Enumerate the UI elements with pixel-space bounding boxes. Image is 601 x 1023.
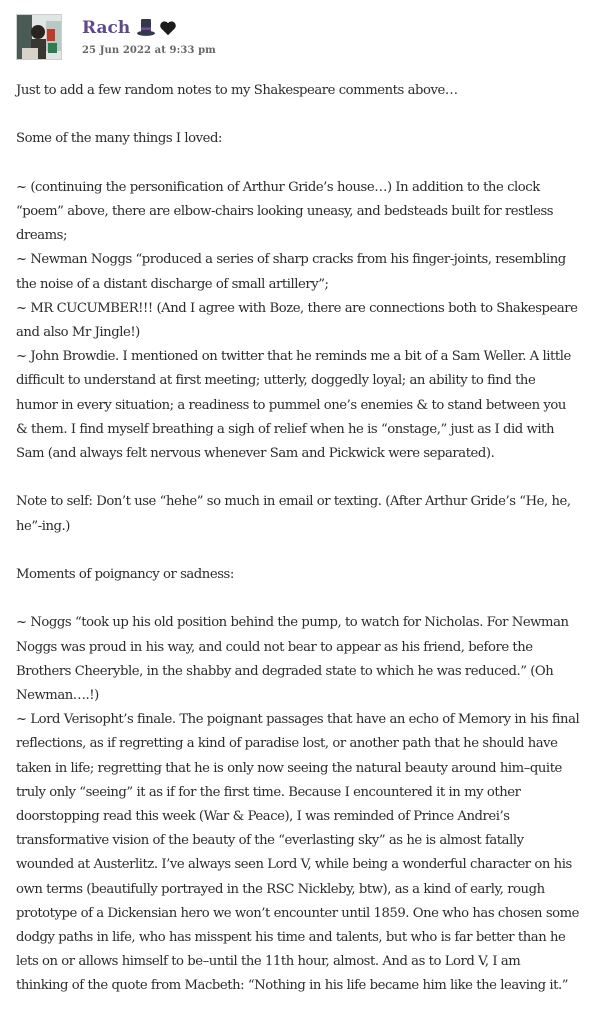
comment-text-line: Moments of poignancy or sadness: [16, 567, 234, 582]
comment-text-line: ~ Newman Noggs “produced a series of sharp cracks from his finger-joints, resembling [16, 252, 566, 268]
comment-author [82, 16, 216, 40]
comment-text-line: Some of the many things I loved: [16, 131, 222, 147]
comment-text-line: ~ (continuing the personification of Arthur Gride’s house…) In addition to the clock [16, 179, 540, 195]
comment-text-line: ~ Lord Verisopht’s finale. The poignant passages that have an echo of Memory in his final [16, 712, 580, 728]
comment-text-line: dreams; [16, 228, 67, 244]
comment-text-line: & them. I find myself breathing a sigh of relief when he is “onstage,” just as I did with [16, 421, 555, 437]
comment-text-line: taken in life; regretting that he is only now seeing the natural beauty around him–quite [16, 760, 562, 776]
comment-paragraph [16, 79, 589, 103]
comment-text-line: Just to add a few random notes to my Shakespeare comments above… [16, 83, 458, 98]
black-heart-icon [159, 19, 177, 37]
comment-paragraph [16, 127, 589, 151]
comment-text-line: lets on or allows himself to be–until the 11th hour, almost. And as to Lord V, I am [16, 954, 521, 970]
comment-text-line: wounded at Austerlitz. I’ve always seen Lord V, while being a wonderful character on his [16, 857, 572, 873]
avatar[interactable] [16, 14, 62, 60]
comment-text-line: Newman….!) [16, 688, 99, 703]
comment-text-line: “poem” above, there are elbow-chairs looking uneasy, and bedsteads built for restless [16, 203, 554, 219]
comment-text-line: ~ MR CUCUMBER!!! (And I agree with Boze, there are connections both to Shakespeare [16, 300, 578, 316]
comment-text-line: transformative vision of the beauty of the “everlasting sky” as he is almost fatally [16, 833, 524, 849]
comment-paragraph [16, 563, 589, 587]
comment-text-line: truly only “seeing” it as if for the first time. Because I encountered it in my other [16, 784, 521, 800]
comment-text-line: and also Mr Jingle!) [16, 325, 140, 340]
comment-text-line: ~ John Browdie. I mentioned on twitter that he reminds me a bit of a Sam Weller. A little [16, 349, 571, 365]
comment-text-line: own terms (beautifully portrayed in the RSC Nickleby, btw), as a kind of early, rough [16, 881, 545, 897]
comment-paragraph [16, 176, 589, 466]
comment-text-line: reflections, as if regretting a kind of paradise lost, or another path that he should have [16, 736, 558, 752]
comment-text-line: he”-ing.) [16, 518, 70, 534]
comment-paragraph [16, 611, 589, 998]
comment-text-line: Brothers Cheeryble, in the shabby and degraded state to which he was reduced.” (Oh [16, 663, 554, 679]
avatar-image [17, 15, 61, 59]
comment-text-line: dodgy paths in life, who has misspent his time and talents, but who is far better than he [16, 930, 566, 946]
top-hat-icon [136, 18, 156, 38]
comment-text-line: Noggs was proud in his way, and could not bear to appear as his friend, before the [16, 639, 533, 655]
author-name[interactable]: Rach [82, 18, 131, 38]
comment-text-line: Sam (and always felt nervous whenever Sam and Pickwick were separated). [16, 446, 495, 462]
comment-text-line: humor in every situation; a readiness to pummel one’s enemies & to stand between you [16, 397, 566, 413]
comment-meta [82, 16, 216, 56]
comment-text-line: prototype of a Dickensian hero we won’t encounter until 1859. One who has chosen some [16, 905, 580, 921]
comment-text-line: doorstopping read this week (War & Peace), I was reminded of Prince Andrei’s [16, 809, 510, 825]
comment-text-line: thinking of the quote from Macbeth: “Nothing in his life became him like the leaving it.” [16, 978, 568, 994]
comment-text-line: Note to self: Don’t use “hehe” so much in email or texting. (After Arthur Gride’s “He, he, [16, 494, 571, 510]
comment-body [16, 79, 589, 999]
comment-text-line: difficult to understand at first meeting; utterly, doggedly loyal; an ability to find the [16, 373, 536, 389]
comment-text-line: ~ Noggs “took up his old position behind the pump, to watch for Nicholas. For Newman [16, 615, 569, 631]
comment-paragraph [16, 490, 589, 538]
comment-date[interactable]: 25 Jun 2022 at 9:33 pm [82, 45, 216, 56]
comment-text-line: the noise of a distant discharge of small artillery”; [16, 276, 329, 292]
